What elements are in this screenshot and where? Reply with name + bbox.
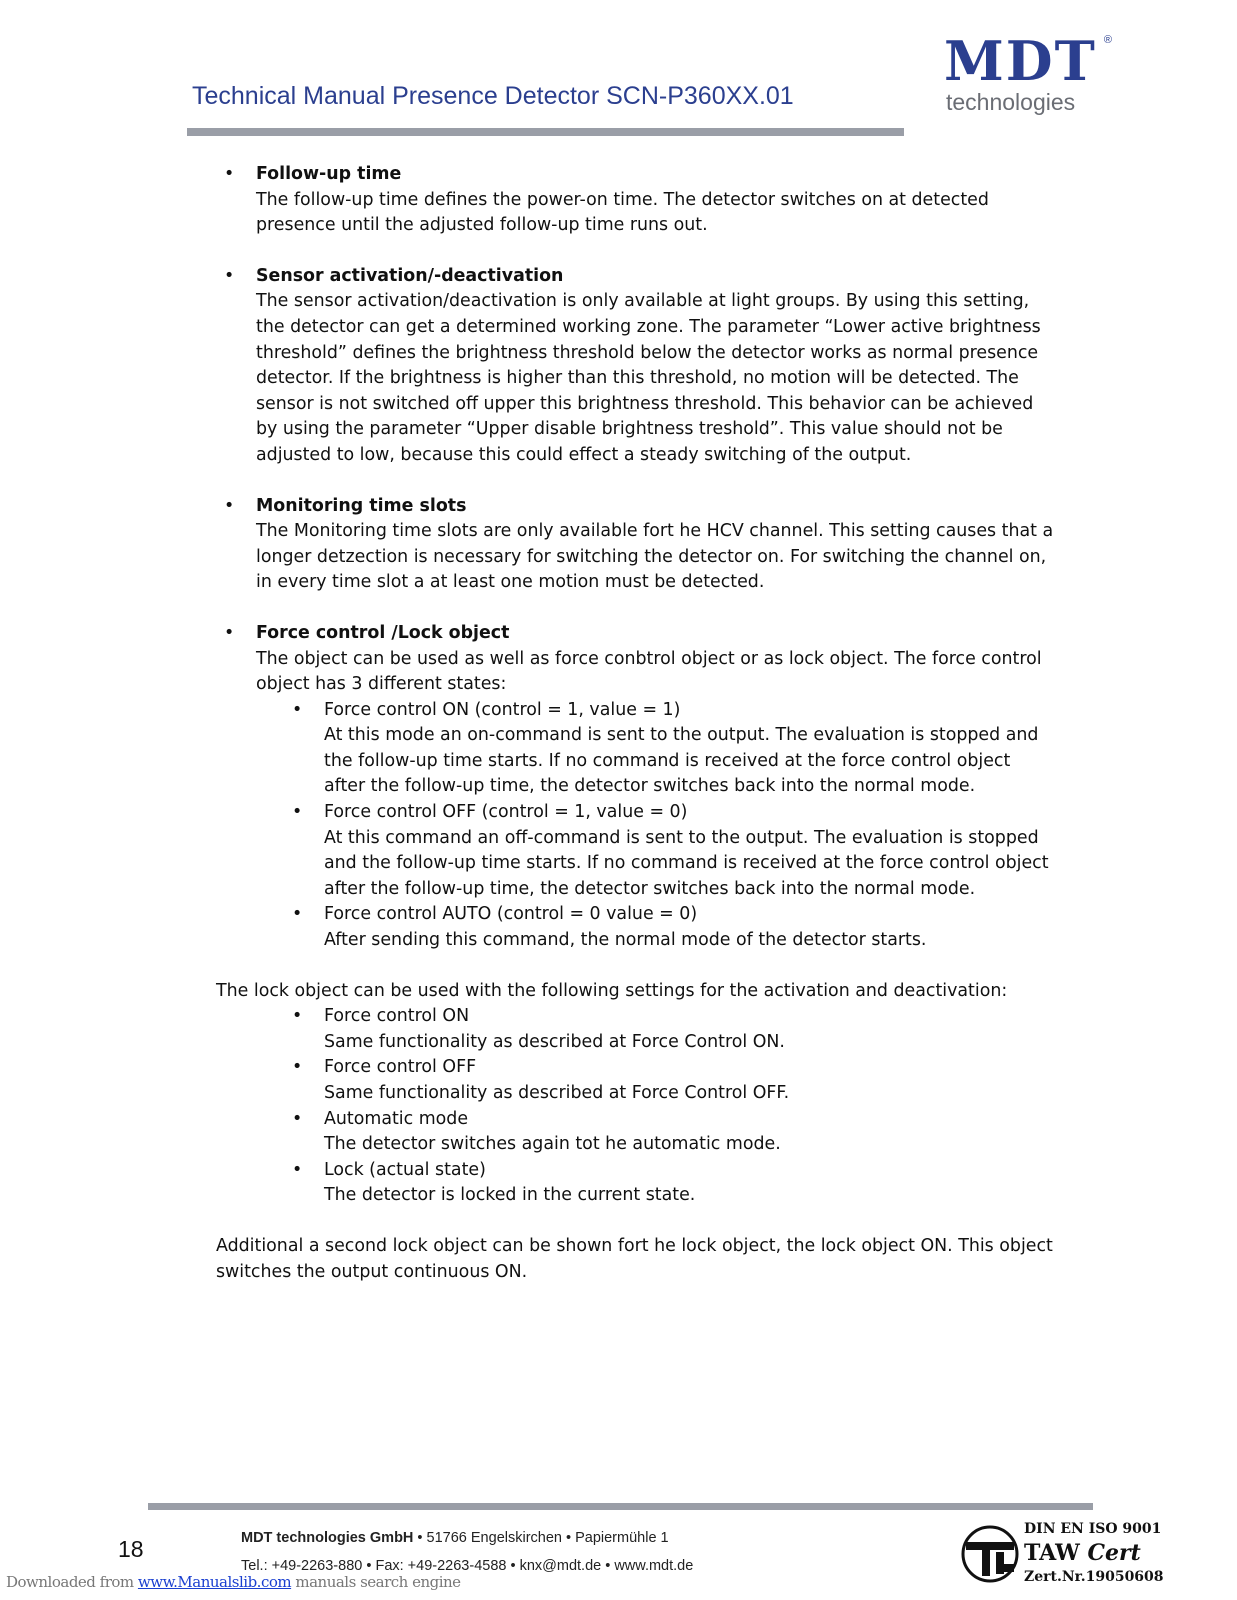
section-body: The sensor activation/deactivation is only available at light groups. By using this setting, the detector can get a determined working zone. The parameter “Lower active brightness threshold” defines the brightness threshold below the detector works as normal presence detector. If the brightness is higher than this threshold, no motion will be detected. The sensor is not switched off upper this brightness threshold. This behavior can be achieved by using the parameter “Upper disable brightness treshold”. This value should not be adjusted to low, because this could effect a steady switching of the output. [256, 291, 1041, 465]
bullet-icon: • [292, 802, 303, 823]
footer-divider [148, 1503, 1093, 1510]
lock-intro: The lock object can be used with the following settings for the activation and deactivation: [216, 980, 1008, 1001]
list-item-text: Same functionality as described at Force Control OFF. [324, 1083, 790, 1103]
section-heading: Follow-up time [256, 164, 402, 184]
section-body: The Monitoring time slots are only available fort he HCV channel. This setting causes that a longer detzection is necessary for switching the detector on. For switching the channel on, in every time slot a at least one motion must be detected. [256, 521, 1054, 593]
bullet-icon: • [224, 164, 235, 184]
section-heading: Sensor activation/-deactivation [256, 265, 564, 286]
cert-number: Zert.Nr.19050608 [1024, 1569, 1164, 1585]
list-item-text: The detector is locked in the current state. [324, 1185, 696, 1206]
download-prefix: Downloaded from [6, 1573, 138, 1591]
section-follow-up-time [216, 162, 1056, 239]
cert-brand [1024, 1539, 1164, 1567]
section-heading: Force control /Lock object [256, 622, 510, 643]
list-item-text: At this mode an on-command is sent to the output. The evaluation is stopped and the follow-up time starts. If no command is received at the force control object after the follow-up time, the detector switches back into the normal mode. [324, 725, 1039, 797]
closing-paragraph: Additional a second lock object can be shown fort he lock object, the lock object ON. This object switches the output continuous ON. [216, 1235, 1053, 1282]
cert-brand-b: Cert [1087, 1540, 1141, 1566]
list-item-title: Force control AUTO (control = 0 value = 0) [324, 904, 698, 925]
section-sensor-activation [216, 264, 1056, 469]
list-item [256, 902, 1056, 953]
document-title: Technical Manual Presence Detector SCN-P360XX.01 [192, 82, 794, 110]
footer-address [241, 1530, 669, 1546]
mdt-logo [944, 29, 1114, 119]
address-text: • 51766 Engelskirchen • Papiermühle 1 [413, 1530, 669, 1546]
bullet-icon: • [292, 1006, 303, 1027]
list-item [256, 1004, 1056, 1055]
cert-brand-a: TAW [1024, 1540, 1088, 1566]
main-content [216, 162, 1056, 1285]
list-item-title: Lock (actual state) [324, 1159, 486, 1180]
list-item-text: The detector switches again tot he automatic mode. [324, 1134, 781, 1155]
bullet-icon: • [292, 904, 303, 925]
section-heading: Monitoring time slots [256, 495, 467, 516]
certification-block [1024, 1519, 1164, 1587]
list-item-title: Automatic mode [324, 1108, 469, 1129]
list-item [256, 1055, 1056, 1106]
bullet-icon: • [292, 1108, 303, 1129]
bullet-icon: • [292, 1057, 303, 1078]
list-item-title: Force control OFF [324, 1057, 477, 1078]
section-body: The object can be used as well as force conbtrol object or as lock object. The force control object has 3 different states: [256, 648, 1042, 695]
bullet-icon: • [292, 1159, 303, 1180]
header-divider [187, 128, 904, 136]
list-item-text: After sending this command, the normal mode of the detector starts. [324, 930, 927, 951]
list-item [256, 1107, 1056, 1158]
registered-mark: ® [1103, 34, 1112, 46]
taw-cert-logo-icon [960, 1524, 1020, 1584]
bullet-icon: • [224, 622, 235, 643]
list-item [256, 698, 1056, 800]
section-force-control [216, 621, 1056, 698]
bullet-icon: • [224, 495, 235, 516]
manualslib-link[interactable]: www.Manualslib.com [137, 1573, 292, 1591]
download-notice [6, 1573, 461, 1591]
list-item [256, 1158, 1056, 1209]
list-item-text: At this command an off-command is sent to the output. The evaluation is stopped and the follow-up time starts. If no command is received at the force control object after the follow-up time, the detector switches back into the normal mode. [324, 827, 1049, 899]
logo-wordmark: MDT [944, 29, 1097, 93]
section-body: The follow-up time defines the power-on time. The detector switches on at detected presence until the adjusted follow-up time runs out. [256, 189, 989, 236]
cert-standard: DIN EN ISO 9001 [1024, 1521, 1162, 1537]
lock-settings-list [216, 1004, 1056, 1209]
company-name: MDT technologies GmbH [241, 1530, 414, 1546]
logo-subtitle: technologies [946, 89, 1076, 115]
section-monitoring-time-slots [216, 494, 1056, 596]
list-item-title: Force control ON [324, 1006, 470, 1027]
list-item-title: Force control OFF (control = 1, value = 0) [324, 802, 688, 823]
list-item [256, 800, 1056, 902]
force-states-list [216, 698, 1056, 954]
bullet-icon: • [224, 265, 235, 286]
page-number: 18 [118, 1536, 144, 1562]
bullet-icon: • [292, 699, 303, 720]
list-item-title: Force control ON (control = 1, value = 1) [324, 699, 681, 720]
list-item-text: Same functionality as described at Force Control ON. [324, 1031, 785, 1052]
download-suffix: manuals search engine [291, 1573, 461, 1591]
footer-contact: Tel.: +49-2263-880 • Fax: +49-2263-4588 • knx@mdt.de • www.mdt.de [241, 1558, 694, 1574]
